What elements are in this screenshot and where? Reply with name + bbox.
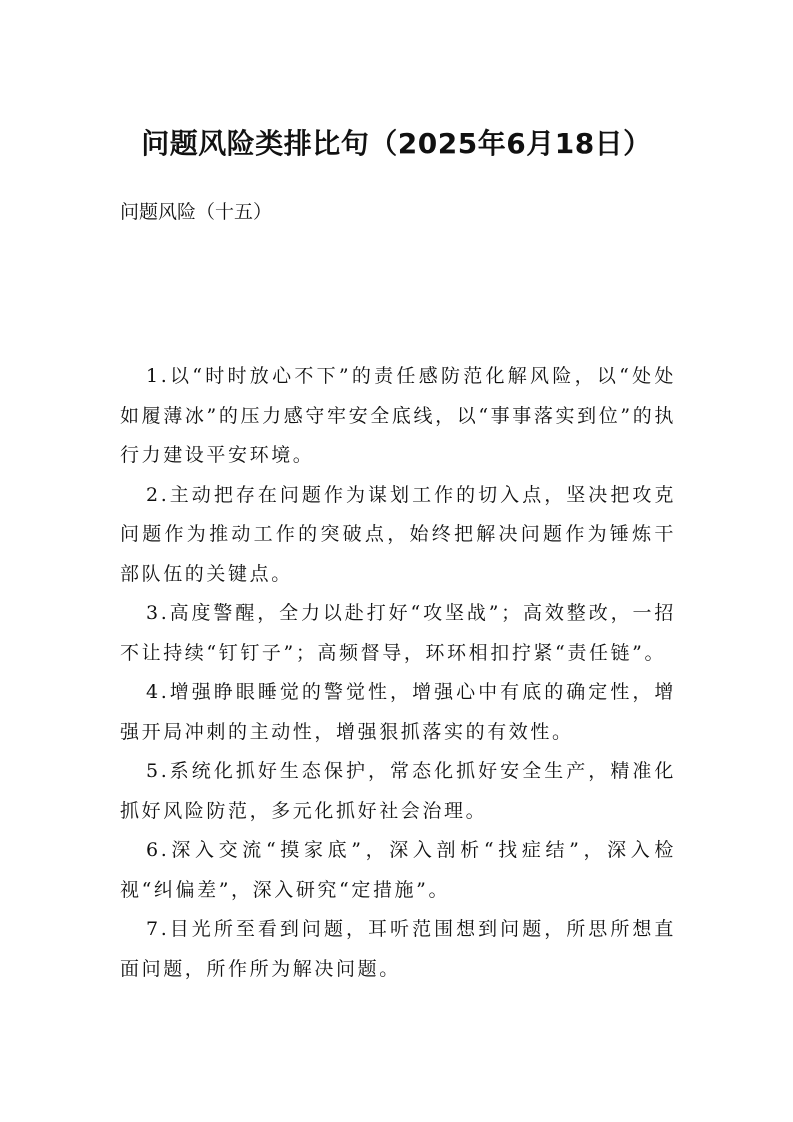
paragraph-2: 2.主动把存在问题作为谋划工作的切入点，坚决把攻克问题作为推动工作的突破点，始终把解决问题作为锤炼干部队伍的关键点。 xyxy=(120,483,676,585)
paragraph-4: 4.增强睁眼睡觉的警觉性，增强心中有底的确定性，增强开局冲刺的主动性，增强狠抓落实的有效性。 xyxy=(120,681,676,743)
document-title: 问题风险类排比句（2025年6月18日） xyxy=(141,127,652,160)
document-subtitle: 问题风险（十五） xyxy=(120,201,273,223)
paragraph-1: 1.以“时时放心不下”的责任感防范化解风险，以“处处如履薄冰”的压力感守牢安全底线，以“事事落实到位”的执行力建设平安环境。 xyxy=(120,365,676,466)
paragraph-6: 6.深入交流“摸家底”，深入剖析“找症结”，深入检视“纠偏差”，深入研究“定措施”。 xyxy=(120,839,676,901)
paragraph-3: 3.高度警醒，全力以赴打好“攻坚战”；高效整改，一招不让持续“钉钉子”；高频督导，环环相扣拧紧“责任链”。 xyxy=(120,602,676,664)
paragraph-5: 5.系统化抓好生态保护，常态化抓好安全生产，精准化抓好风险防范，多元化抓好社会治理。 xyxy=(120,760,676,822)
paragraph-7: 7.目光所至看到问题，耳听范围想到问题，所思所想直面问题，所作所为解决问题。 xyxy=(120,918,676,980)
document-body xyxy=(120,357,676,989)
